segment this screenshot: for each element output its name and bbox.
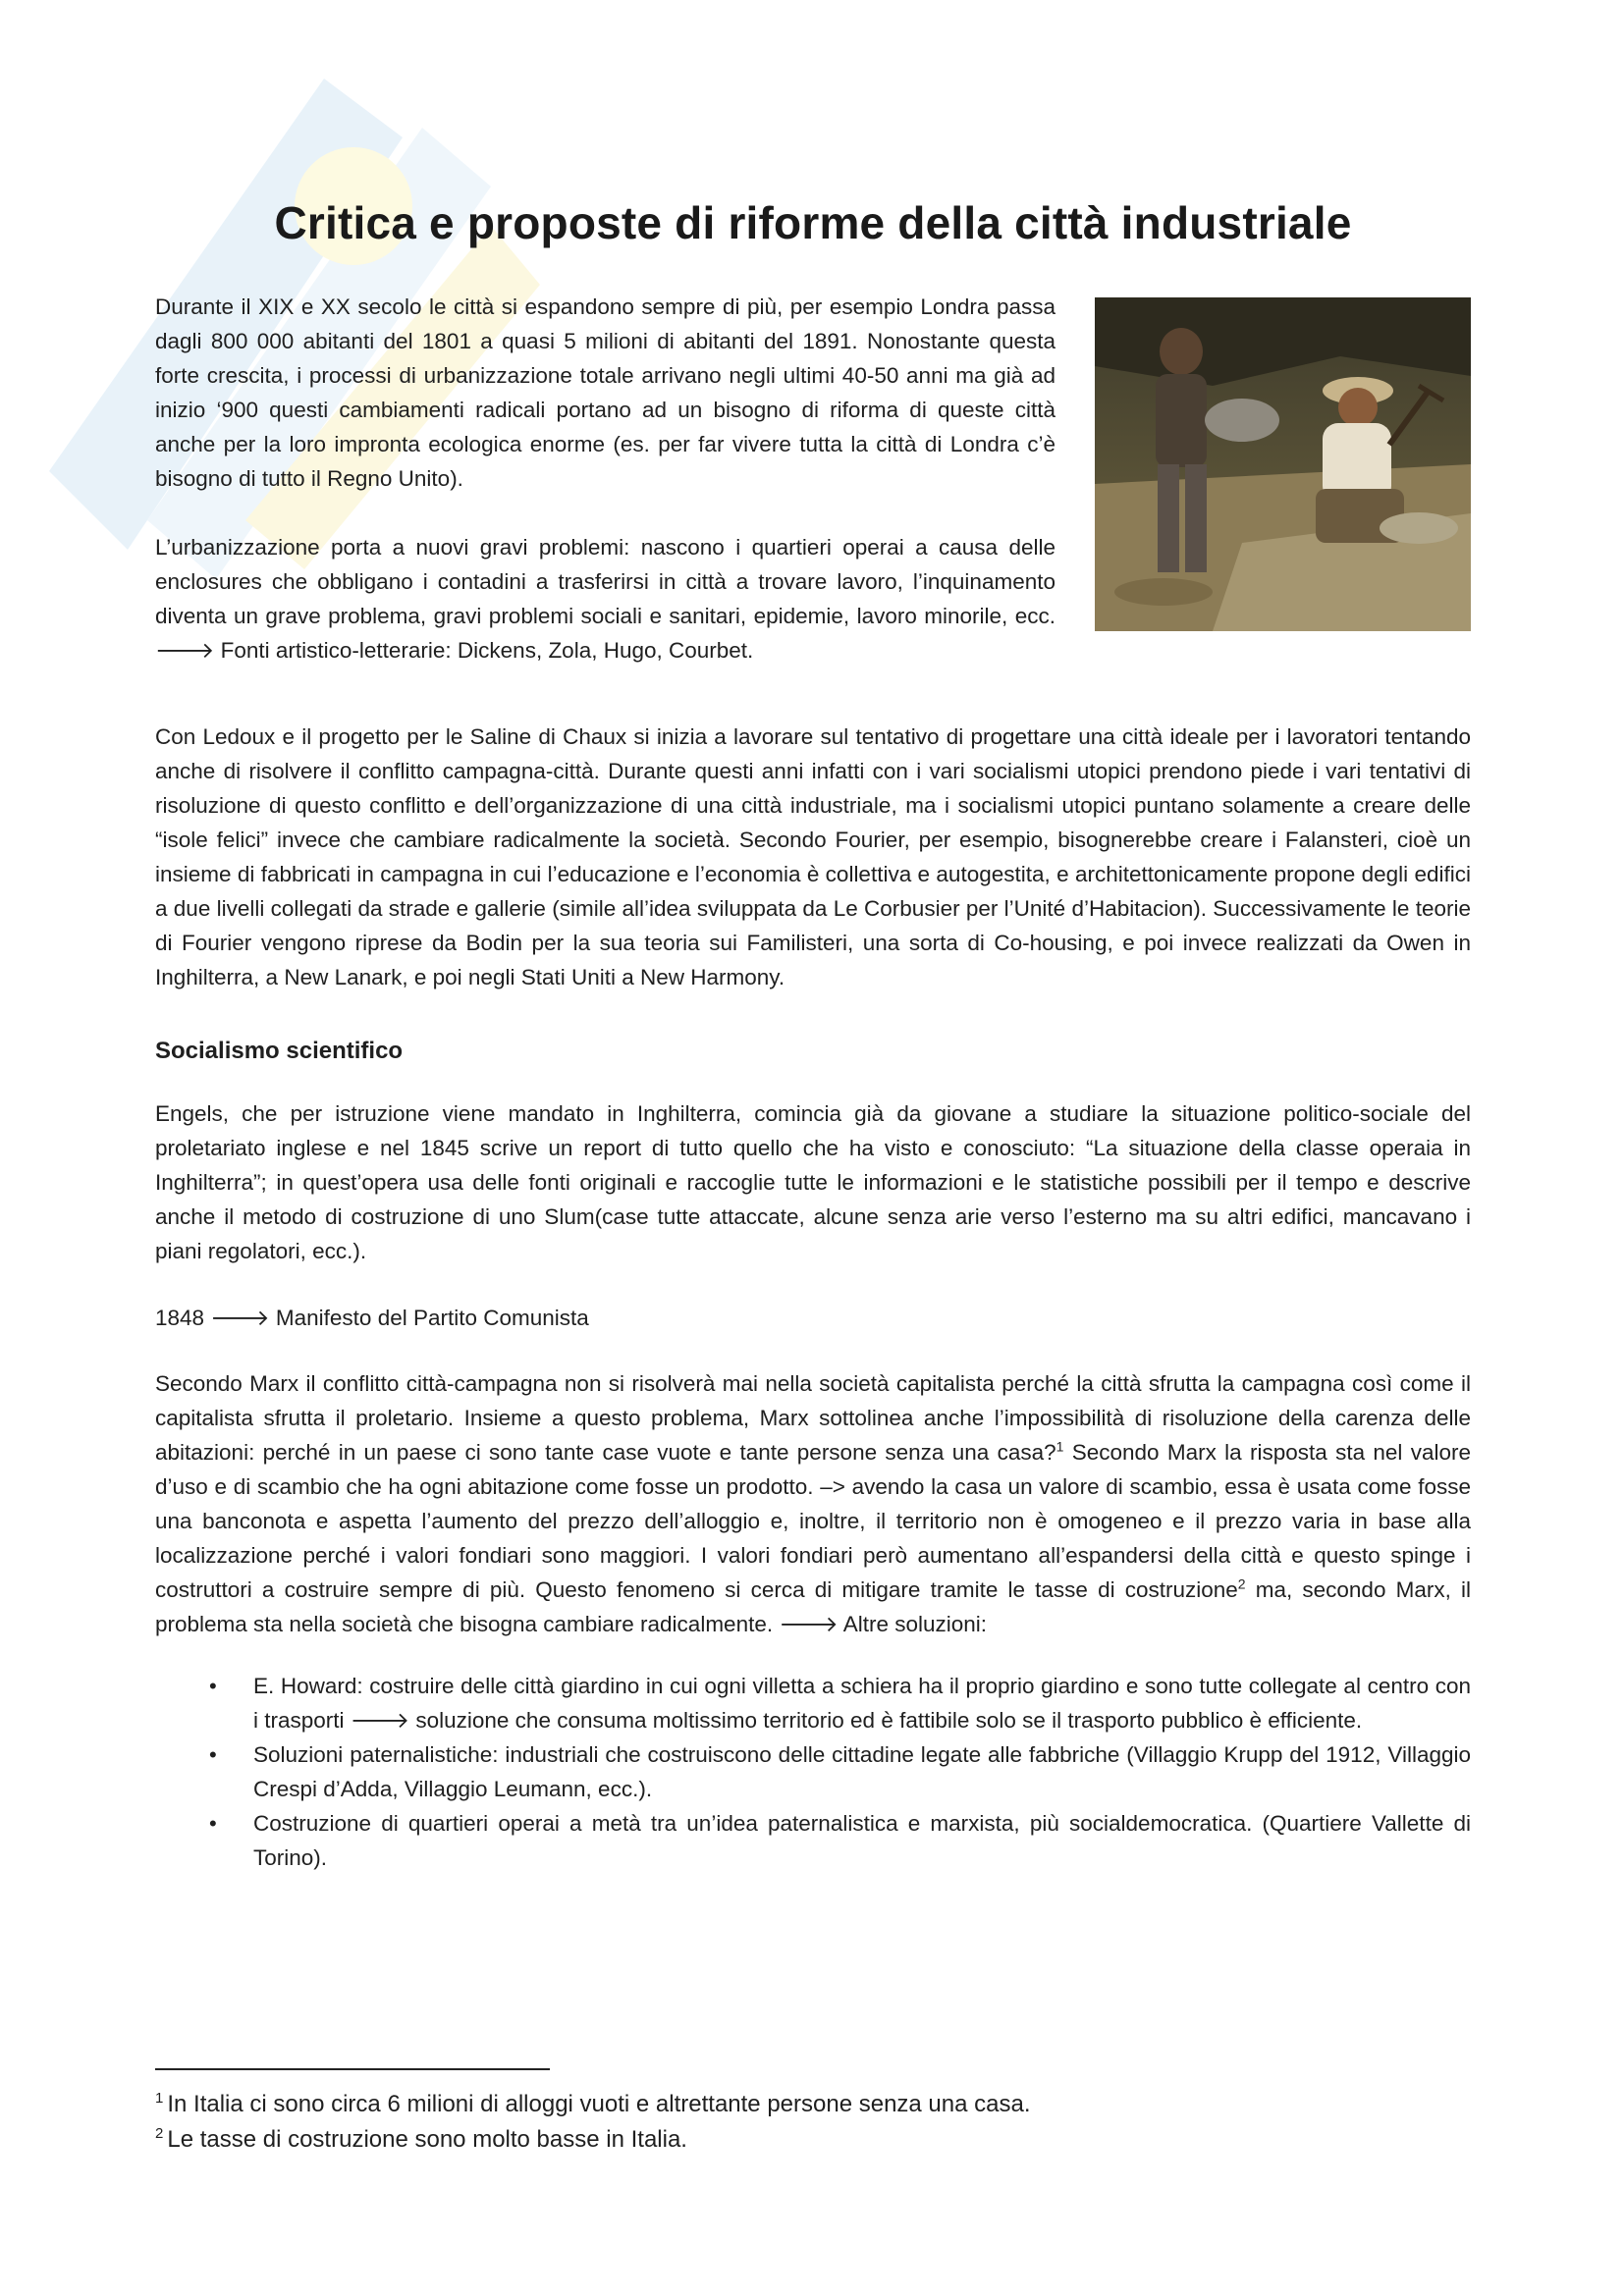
marx-section: [155, 1366, 1471, 1641]
painting-image: [1095, 297, 1471, 631]
footnote-ref-1: 1: [1056, 1438, 1064, 1455]
manifesto-line-wrap: [155, 1301, 1471, 1335]
paragraph-ledoux: Con Ledoux e il progetto per le Saline di Chaux si inizia a lavorare sul tentativo di progettare una città ideale per i lavoratori tentando anche di risolvere il conflitto campagna-città. Durante questi anni infatti con i vari socialismi utopici prendono piede i vari tentativi di risoluzione di questo conflitto e dell’organizzazione di una città industriale, ma i socialismi utopici puntano solamente a creare delle “isole felici” invece che cambiare radicalmente la società. Secondo Fourier, per esempio, bisognerebbe creare i Falansteri, cioè un insieme di fabbricati in campagna in cui l’educazione e l’economia è collettiva e autogestita, e architettonicamente propone degli edifici a due livelli collegati da strade e gallerie (simile all’idea sviluppata da Le Corbusier per l’Unité d’Habitacion). Successivamente le teorie di Fourier vengono riprese da Bodin per la sua teoria sui Familisteri, una sorta di Co-housing, e poi invece realizzati da Owen in Inghilterra, a New Lanark, e poi negli Stati Uniti a New Harmony.: [155, 724, 1471, 989]
marx-part-2: Secondo Marx la risposta sta nel valore d’uso e di scambio che ha ogni abitazione come fosse un prodotto. –> avendo la casa un valore di scambio, essa è usata come fosse una banconota e aspetta l’aumento del prezzo dell’alloggio e, inoltre, il territorio non è omogeneo e il prezzo varia in base alla localizzazione perché i valori fondiari sono maggiori. I valori fondiari però aumentano all’espandersi della città e questo spinge i costruttori a costruire sempre di più. Questo fenomeno si cerca di mitigare tramite le tasse di costruzione: [155, 1440, 1471, 1602]
list-item: • E. Howard: costruire delle città giardino in cui ogni villetta a schiera ha il proprio giardino e sono tutte collegate al centro con i trasporti 🡒 soluzione che consuma moltissimo territorio ed è fattibile solo se il trasporto pubblico è efficiente.: [155, 1669, 1471, 1737]
intro-paragraph-2: L’urbanizzazione porta a nuovi gravi problemi: nascono i quartieri operai a causa delle enclosures che obbligano i contadini a trasferirsi in città a trovare lavoro, l’inquinamento diventa un grave problema, gravi problemi sociali e sanitari, epidemie, lavoro minorile, ecc. 🡒 Fonti artistico-letterarie: Dickens, Zola, Hugo, Courbet.: [155, 535, 1056, 663]
page-title: Critica e proposte di riforme della città industriale: [274, 197, 1352, 248]
paragraph-engels: Engels, che per istruzione viene mandato in Inghilterra, comincia già da giovane a studiare la situazione politico-sociale del proletariato inglese e nel 1845 scrive un report di tutto quello che ha visto e conosciuto: “La situazione della classe operaia in Inghilterra”; in quest’opera usa delle fonti originali e raccoglie tutte le informazioni e le statistiche possibili per il tempo e descrive anche il metodo di costruzione di uno Slum(case tutte attaccate, alcune senza arie verso l’esterno ma su altri edifici, mancavano i piani regolatori, ecc.).: [155, 1101, 1471, 1263]
intro-paragraph-1: Durante il XIX e XX secolo le città si espandono sempre di più, per esempio Londra passa dagli 800 000 abitanti del 1801 a quasi 5 milioni di abitanti del 1891. Nonostante questa forte crescita, i processi di urbanizzazione totale arrivano negli ultimi 40-50 anni ma già ad inizio ‘900 questi cambiamenti radicali portano ad un bisogno di riforma di queste città anche per la loro impronta ecologica enorme (es. per far vivere tutta la città di Londra c’è bisogno di tutto il Regno Unito).: [155, 294, 1056, 491]
section-heading-socialismo: Socialismo scientifico: [155, 1038, 404, 1064]
list-item: • Soluzioni paternalistiche: industriali che costruiscono delle cittadine legate alle fabbriche (Villaggio Krupp del 1912, Villaggio Crespi d’Adda, Villaggio Leumann, ecc.).: [155, 1737, 1471, 1806]
footnote-text: Le tasse di costruzione sono molto basse in Italia.: [167, 2126, 687, 2153]
intro-section: [155, 290, 1471, 667]
list-item: • Costruzione di quartieri operai a metà tra un’idea paternalistica e marxista, più socialdemocratica. (Quartiere Vallette di Torino).: [155, 1806, 1471, 1875]
footnote-number: 2: [155, 2125, 164, 2142]
solutions-list-wrap: [155, 1669, 1471, 1875]
line-1848: 1848 🡒 Manifesto del Partito Comunista: [155, 1306, 589, 1330]
footnote-text: In Italia ci sono circa 6 milioni di alloggi vuoti e altrettante persone senza una casa.: [167, 2091, 1031, 2117]
socialismo-heading-wrap: [155, 1034, 1471, 1068]
ledoux-section: [155, 720, 1471, 994]
solutions-list: [155, 1669, 1471, 1875]
marx-part-1: Secondo Marx il conflitto città-campagna non si risolverà mai nella società capitalista perché la città sfrutta la campagna così come il capitalista sfrutta il proletario. Insieme a questo problema, Marx sottolinea anche l’impossibilità di risoluzione della carenza delle abitazioni: perché in un paese ci sono tante case vuote e tante persone senza una casa?: [155, 1371, 1471, 1465]
footnote-ref-2: 2: [1237, 1575, 1246, 1592]
footnote-divider: [155, 2068, 550, 2070]
footnote-1: [155, 2089, 1471, 2120]
engels-section: [155, 1096, 1471, 1268]
paragraph-marx: [155, 1366, 1471, 1641]
marx-part-3: ma, secondo Marx, il problema sta nella società che bisogna cambiare radicalmente. 🡒 Altre soluzioni:: [155, 1577, 1472, 1636]
painting-illustration: [1095, 297, 1471, 631]
footnote-2: [155, 2124, 1471, 2156]
footnote-number: 1: [155, 2090, 164, 2107]
